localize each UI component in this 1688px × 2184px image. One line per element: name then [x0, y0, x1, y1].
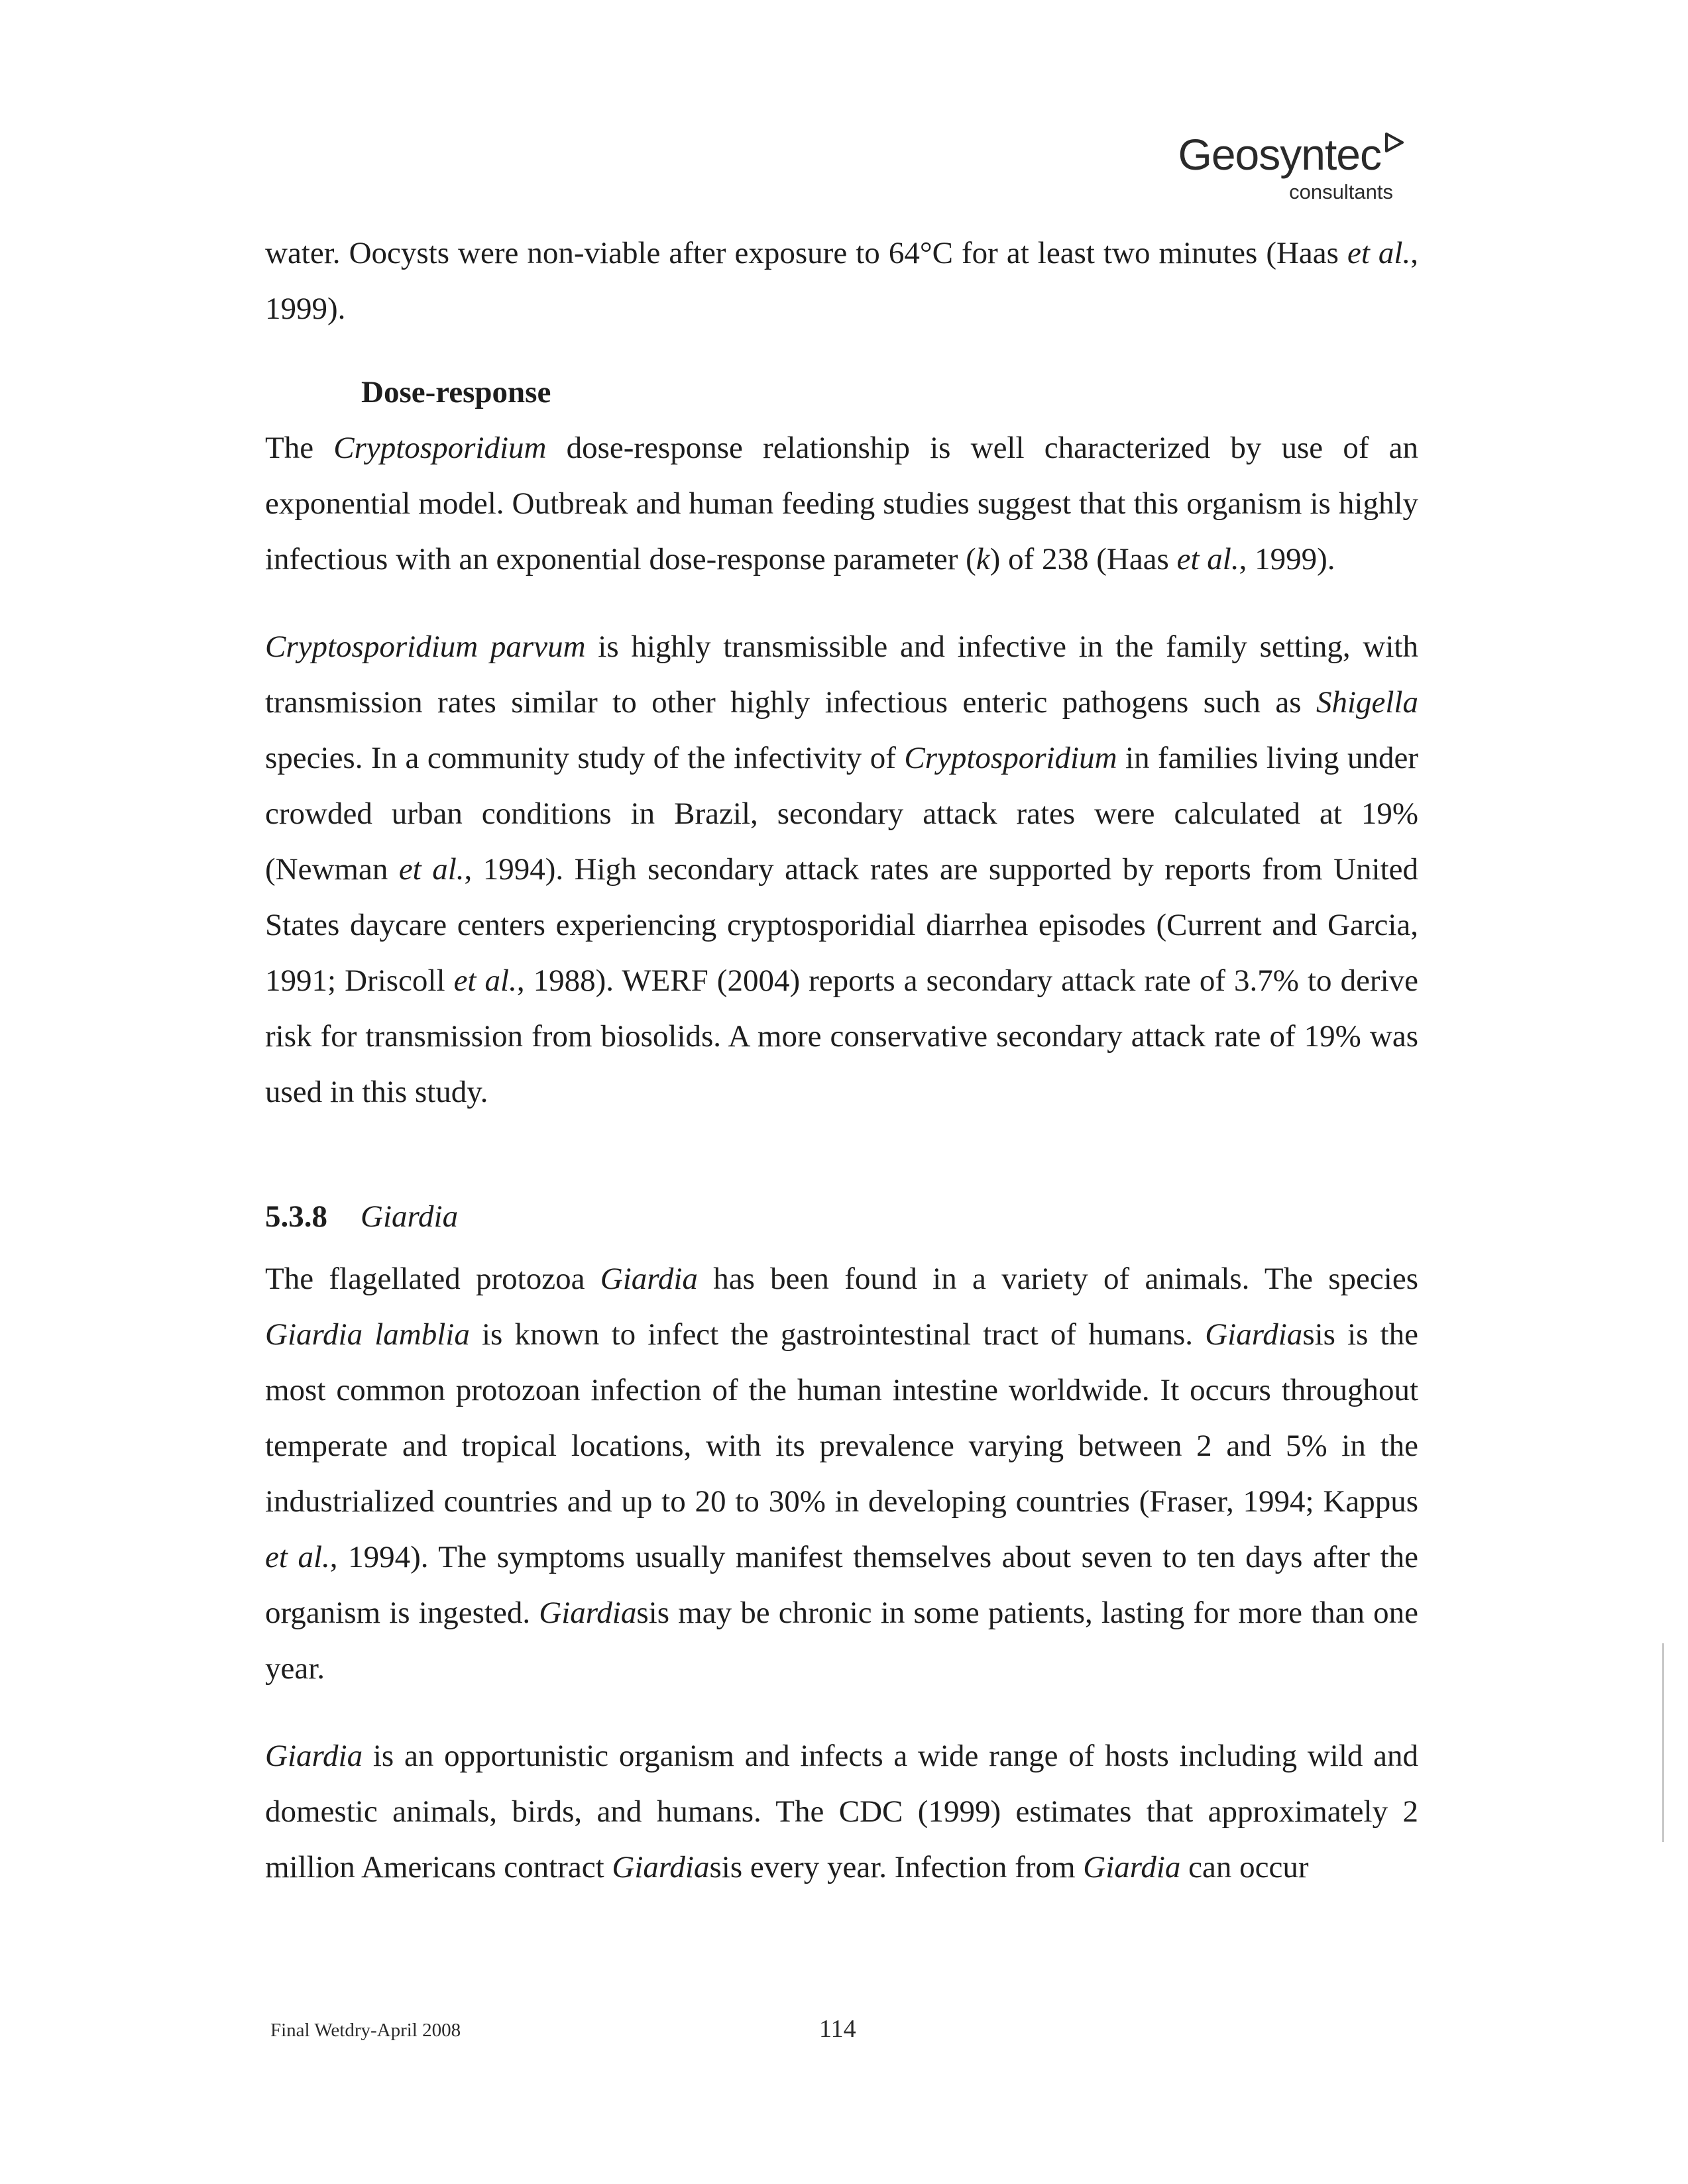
footer-page-number: 114 — [819, 2015, 856, 2043]
italic-text: et al. — [453, 963, 517, 998]
text-run: is an opportunistic organism and infects a wide range of hosts including wild and domestic animals, birds, and humans. The CDC (1999) estimates that approximately 2 million Americans contract — [265, 1739, 1418, 1884]
text-run: species. In a community study of the infectivity of — [265, 741, 905, 775]
section-heading — [265, 1189, 1418, 1244]
italic-text: et al. — [398, 852, 465, 887]
italic-text: Giardia — [1083, 1850, 1181, 1884]
italic-text: Shigella — [1316, 685, 1418, 720]
subheading-dose-response: Dose-response — [361, 375, 551, 410]
text-run: is known to infect the gastrointestinal tract of humans. — [469, 1317, 1206, 1352]
text-run: has been found in a variety of animals. The species — [697, 1262, 1418, 1296]
italic-text: et al. — [1347, 236, 1411, 270]
text-run: , 1999). — [265, 236, 1418, 326]
paragraph-giardia-hosts — [265, 1728, 1418, 1895]
italic-text: Cryptosporidium — [333, 431, 547, 465]
italic-text: Giardia — [600, 1262, 698, 1296]
company-tagline: consultants — [1289, 180, 1393, 203]
text-run: The flagellated protozoa — [265, 1262, 600, 1296]
italic-text: Cryptosporidium — [904, 741, 1117, 775]
text-run: sis may be chronic in some patients, lasting for more than one year. — [265, 1596, 1419, 1686]
text-run: , 1994). The symptoms usually manifest themselves about seven to ten days after the organism is ingested. — [265, 1540, 1418, 1630]
italic-text: Giardia — [1205, 1317, 1303, 1352]
section-title: Giardia — [361, 1199, 459, 1234]
text-run: water. Oocysts were non-viable after exposure to 64°C for at least two minutes (Haas — [265, 236, 1347, 270]
play-triangle-icon — [1382, 131, 1405, 154]
text-run: , 1999). — [1239, 542, 1335, 576]
section-number: 5.3.8 — [265, 1199, 327, 1234]
company-name: Geosyntec — [1178, 130, 1381, 179]
footer-document-label: Final Wetdry-April 2008 — [270, 2020, 461, 2041]
italic-text: Giardia — [265, 1739, 363, 1773]
text-run: is highly transmissible and infective in the family setting, with transmission rates similar to other highly infectious enteric pathogens such as — [265, 629, 1418, 720]
text-run: , 1994). High secondary attack rates are supported by reports from United States daycare centers experiencing cryptosporidial diarrhea episodes (Current and Garcia, 1991; Driscoll — [265, 852, 1418, 998]
paragraph-giardia-intro — [265, 1251, 1418, 1696]
italic-text: k — [976, 542, 990, 576]
page-body — [265, 225, 1418, 1895]
margin-scan-mark — [1662, 1643, 1664, 1842]
italic-text: Giardia lamblia — [265, 1317, 470, 1352]
text-run: , 1988). WERF (2004) reports a secondary attack rate of 3.7% to derive risk for transmission from biosolids. A more conservative secondary attack rate of 19% was used in this study. — [265, 963, 1418, 1109]
text-run: dose-response relationship is well characterized by use of an exponential model. Outbreak and human feeding studies suggest that this organism is highly infectious with an exponential dose-response parameter ( — [265, 431, 1419, 576]
text-run: can occur — [1180, 1850, 1309, 1884]
italic-text: Giardia — [612, 1850, 710, 1884]
text-run: ) of 238 (Haas — [989, 542, 1177, 576]
paragraph-oocysts — [265, 225, 1418, 337]
italic-text: Cryptosporidium parvum — [265, 629, 586, 664]
italic-text: et al. — [265, 1540, 330, 1574]
text-run: in families living under crowded urban conditions in Brazil, secondary attack rates were calculated at 19% (Newman — [265, 741, 1419, 887]
paragraph-cryptosporidium-parvum — [265, 619, 1418, 1120]
paragraph-dose-response — [265, 420, 1418, 587]
text-run: sis is the most common protozoan infection of the human intestine worldwide. It occurs throughout temperate and tropical locations, with its prevalence varying between 2 and 5% in the industrialized countries and up to 20 to 30% in developing countries (Fraser, 1994; Kappus — [265, 1317, 1418, 1519]
company-logo — [1166, 125, 1405, 217]
text-run: The — [265, 431, 334, 465]
italic-text: Giardia — [539, 1596, 637, 1630]
text-run: sis every year. Infection from — [709, 1850, 1084, 1884]
italic-text: et al. — [1176, 542, 1239, 576]
